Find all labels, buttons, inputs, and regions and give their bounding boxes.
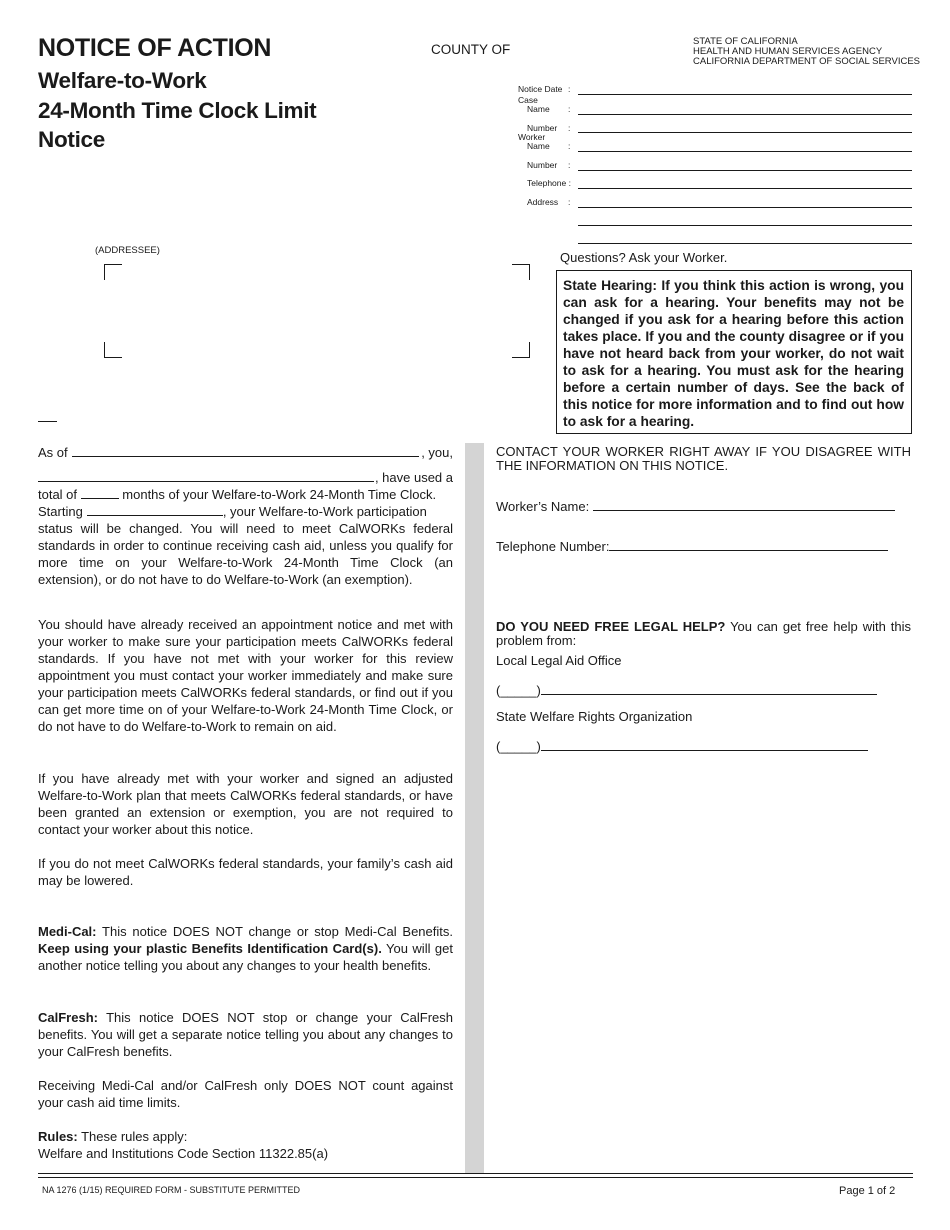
footer-rule — [38, 1173, 913, 1174]
county-label: COUNTY OF — [431, 42, 511, 57]
address-field-line1[interactable] — [578, 207, 912, 208]
worker-name-label: Name — [527, 141, 550, 151]
colon: : — [568, 160, 571, 170]
total-of-label: total of — [38, 487, 78, 502]
recipient-name-field[interactable] — [38, 470, 374, 482]
medi-cal-bold-text: Keep using your plastic Benefits Identification Card(s). — [38, 941, 382, 956]
notice-date-label: Notice Date — [518, 84, 563, 94]
case-name-field[interactable] — [578, 114, 912, 115]
subtitle-line: 24-Month Time Clock Limit — [38, 97, 317, 123]
case-number-field[interactable] — [578, 132, 912, 133]
subtitle-line: Notice — [38, 127, 105, 152]
medi-cal-paragraph — [38, 923, 453, 974]
local-legal-phone-input[interactable] — [541, 683, 877, 695]
case-name-label: Name — [527, 104, 550, 114]
calfresh-text: This notice DOES NOT stop or change your CalFresh benefits. You will get a separate notice telling you about any changes to your CalFresh benefits. — [38, 1010, 453, 1059]
notice-title: NOTICE OF ACTION — [38, 34, 272, 62]
rules-label: Rules: — [38, 1129, 78, 1144]
starting-date-field[interactable] — [87, 504, 223, 516]
worker-name-label-right: Worker’s Name: — [496, 499, 590, 514]
medi-cal-text: This notice DOES NOT change or stop Medi-Cal Benefits. — [96, 924, 453, 939]
phone-area-code: (_____) — [496, 683, 541, 698]
rules-paragraph — [38, 1128, 453, 1162]
address-field-line3[interactable] — [578, 243, 912, 244]
medi-cal-text-2: You will get another notice telling you about any changes to your health benefits. — [38, 941, 453, 973]
state-welfare-phone-row — [496, 739, 911, 754]
window-corner-bottom-left — [104, 342, 122, 358]
footer-rule — [38, 1177, 913, 1178]
state-hearing-box: State Hearing: If you think this action is wrong, you can ask for a hearing. Your benefits may not be changed if you ask for a hearing before this action takes place. If you and the county disagree or if you have not heard back from your worker, do not wait to ask for a hearing. You must ask for the hearing before a certain number of days. See the back of this notice for more information and to find out how to ask for a hearing. — [556, 270, 912, 434]
colon: : — [568, 123, 571, 133]
telephone-label: Telephone : — [527, 178, 571, 188]
starting-label: Starting — [38, 504, 83, 519]
form-number: NA 1276 (1/15) REQUIRED FORM - SUBSTITUTE PERMITTED — [42, 1185, 301, 1195]
calfresh-paragraph — [38, 1009, 453, 1060]
contact-worker-text: CONTACT YOUR WORKER RIGHT AWAY IF YOU DISAGREE WITH THE INFORMATION ON THIS NOTICE. — [496, 444, 911, 473]
window-corner-bottom-right — [512, 342, 530, 358]
telephone-number-input[interactable] — [609, 539, 888, 551]
cash-aid-paragraph: If you do not meet CalWORKs federal standards, your family’s cash aid may be lowered. — [38, 856, 453, 888]
legal-help-rest: You can get free help with this problem from: — [496, 619, 911, 648]
worker-number-label: Number — [527, 160, 558, 170]
page-number: Page 1 of 2 — [839, 1185, 896, 1197]
notice-subtitle — [38, 66, 398, 155]
rules-code: Welfare and Institutions Code Section 11322.85(a) — [38, 1146, 329, 1161]
medi-cal-label: Medi-Cal: — [38, 924, 97, 939]
months-text: months of your Welfare-to-Work 24-Month Time Clock. — [122, 487, 437, 502]
paragraph-status: status will be changed. You will need to meet CalWORKs federal standards in order to continue receiving cash aid, unless you qualify for more time on your Welfare-to-Work 24-Month Time Clock (an extension), or do not have to do Welfare-to-Work (an exemption). — [38, 521, 453, 587]
column-divider — [465, 443, 484, 1173]
window-corner-top-left — [104, 264, 122, 280]
worker-name-input[interactable] — [593, 499, 895, 511]
time-clock-paragraph — [38, 444, 453, 588]
state-welfare-phone-input[interactable] — [541, 739, 868, 751]
questions-text: Questions? Ask your Worker. — [560, 250, 728, 265]
colon: : — [568, 104, 571, 114]
telephone-field[interactable] — [578, 188, 912, 189]
legal-help-text — [496, 620, 911, 648]
fold-mark — [38, 421, 57, 422]
colon: : — [568, 197, 571, 207]
telephone-number-label: Telephone Number: — [496, 539, 610, 554]
as-of-date-field[interactable] — [72, 445, 420, 457]
case-number-label: Number — [527, 123, 558, 133]
calfresh-label: CalFresh: — [38, 1010, 98, 1025]
rules-text: These rules apply: — [77, 1129, 188, 1144]
worker-number-field[interactable] — [578, 170, 912, 171]
appointment-paragraph: You should have already received an appointment notice and met with your worker to make sure your participation meets CalWORKs federal standards. If you have not met with your worker for this review appointment you must contact your worker immediately and make sure your participation meets CalWORKs federal standards, or find out if you can get more time on of your Welfare-to-Work 24-Month Time Clock, or do not have to do Welfare-to-Work to remain on aid. — [38, 617, 453, 734]
worker-name-field[interactable] — [578, 151, 912, 152]
colon: : — [568, 141, 571, 151]
agency-line: STATE OF CALIFORNIA — [693, 36, 798, 47]
local-legal-phone-row — [496, 683, 911, 698]
subtitle-line: Welfare-to-Work — [38, 68, 207, 93]
address-label: Address — [527, 197, 559, 207]
you-text: , you, — [421, 445, 453, 460]
notice-date-field[interactable] — [578, 94, 912, 95]
agency-block — [693, 37, 920, 67]
adjusted-plan-paragraph: If you have already met with your worker and signed an adjusted Welfare-to-Work plan that meets CalWORKs federal standards, or have been granted an extension or exemption, you are not required to contact your worker about this notice. — [38, 771, 453, 837]
worker-name-row — [496, 499, 911, 514]
case-label: Case — [518, 95, 538, 105]
legal-help-bold: DO YOU NEED FREE LEGAL HELP? — [496, 619, 726, 634]
worker-label: Worker — [518, 132, 546, 142]
as-of-label: As of — [38, 445, 68, 460]
telephone-number-row — [496, 539, 911, 554]
phone-area-code: (_____) — [496, 739, 541, 754]
local-legal-label: Local Legal Aid Office — [496, 653, 622, 668]
agency-line: CALIFORNIA DEPARTMENT OF SOCIAL SERVICES — [693, 56, 920, 67]
agency-line: HEALTH AND HUMAN SERVICES AGENCY — [693, 46, 883, 57]
have-used-text: , have used a — [374, 470, 453, 485]
addressee-label: (ADDRESSEE) — [95, 245, 160, 256]
time-limits-paragraph: Receiving Medi-Cal and/or CalFresh only DOES NOT count against your cash aid time limits. — [38, 1078, 453, 1110]
state-welfare-label: State Welfare Rights Organization — [496, 709, 693, 724]
months-used-field[interactable] — [81, 487, 119, 499]
address-field-line2[interactable] — [578, 225, 912, 226]
participation-text: , your Welfare-to-Work participation — [222, 504, 427, 519]
window-corner-top-right — [512, 264, 530, 280]
colon: : — [568, 84, 571, 94]
